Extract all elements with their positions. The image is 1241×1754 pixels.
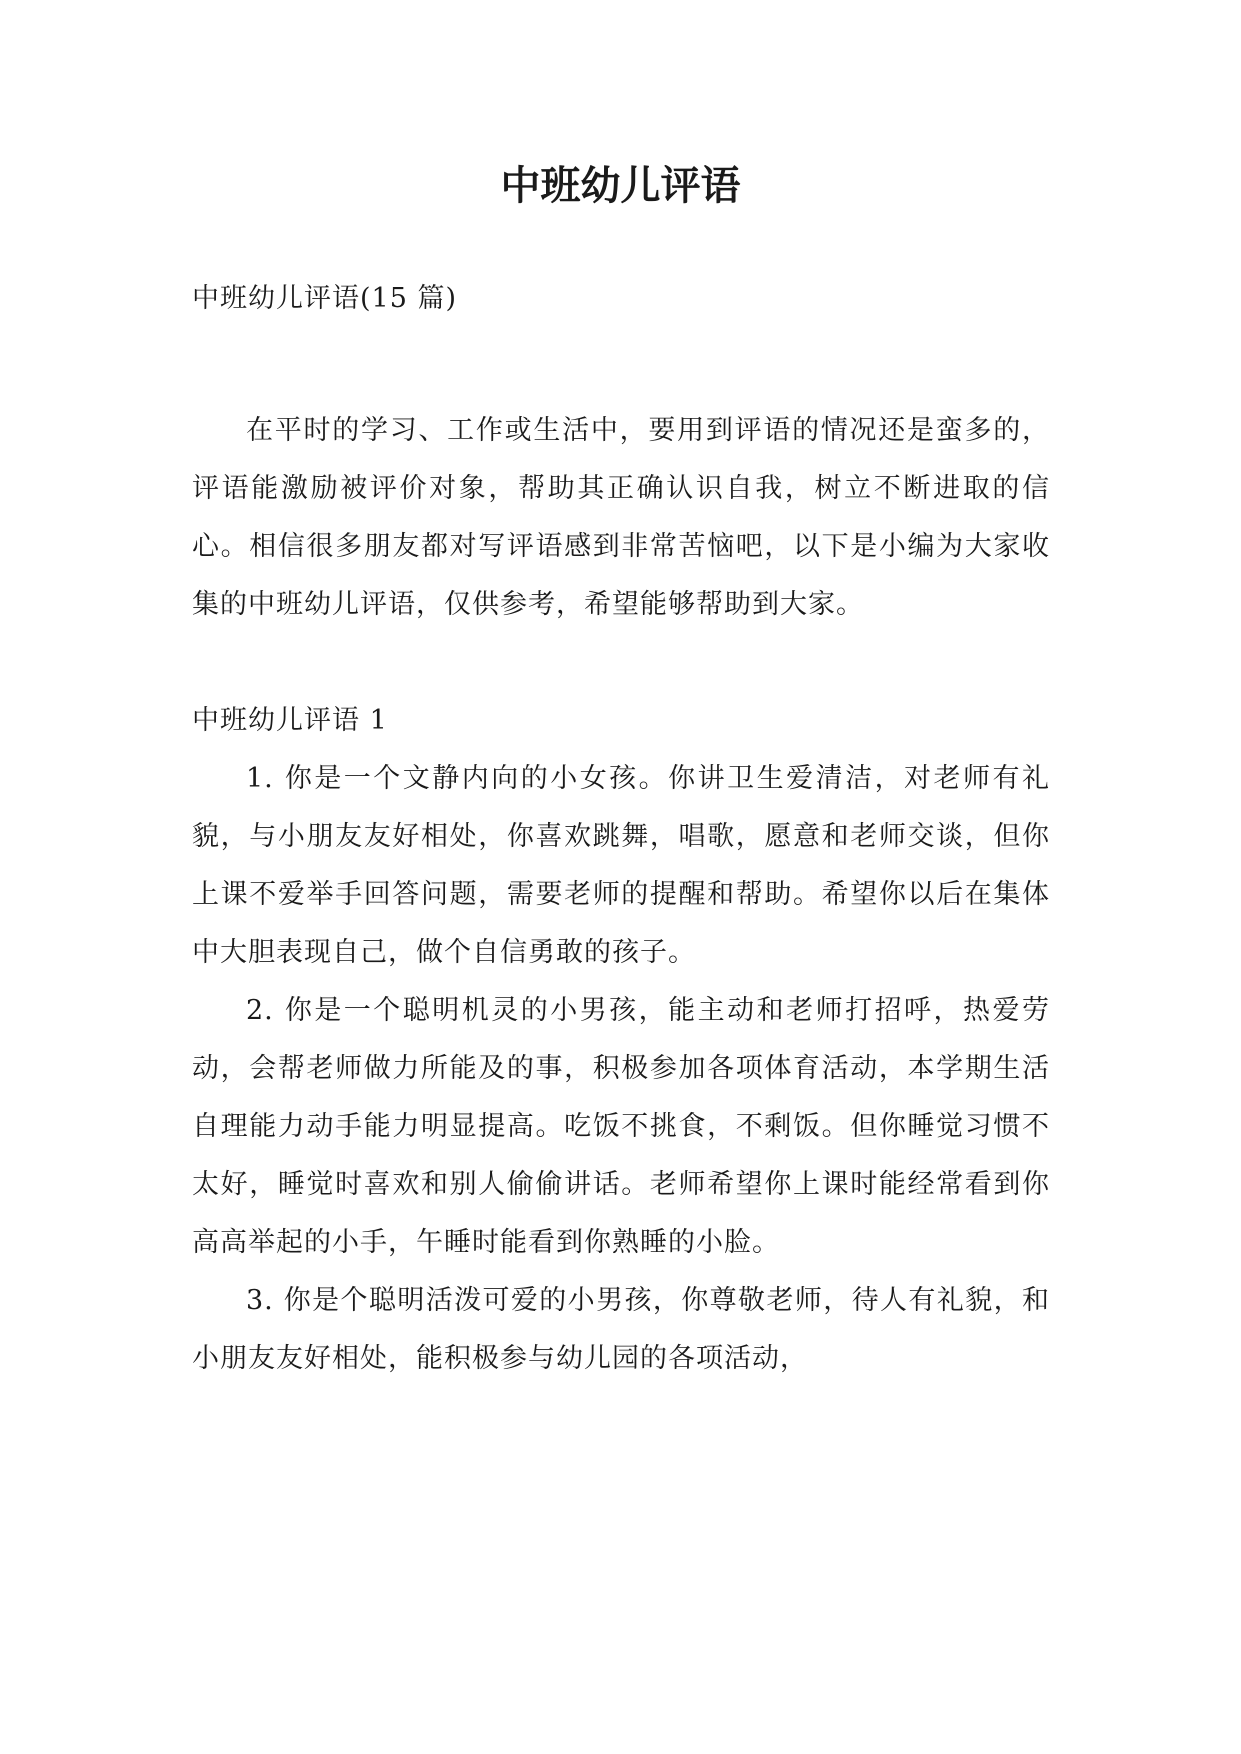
document-subtitle: 中班幼儿评语(15 篇) — [192, 283, 458, 314]
comment-item-2: 2. 你是一个聪明机灵的小男孩，能主动和老师打招呼，热爱劳动，会帮老师做力所能及的事，积极参加各项体育活动，本学期生活自理能力动手能力明显提高。吃饭不挑食，不剩饭。但你睡觉习惯不太好，睡觉时喜欢和别人偷偷讲话。老师希望你上课时能经常看到你高高举起的小手，午睡时能看到你熟睡的小脸。 — [192, 995, 1050, 1258]
document-body — [192, 270, 1050, 1388]
intro-paragraph: 在平时的学习、工作或生活中，要用到评语的情况还是蛮多的，评语能激励被评价对象，帮助其正确认识自我，树立不断进取的信心。相信很多朋友都对写评语感到非常苦恼吧，以下是小编为大家收集的中班幼儿评语，仅供参考，希望能够帮助到大家。 — [192, 415, 1050, 620]
comment-item-3: 3. 你是个聪明活泼可爱的小男孩，你尊敬老师，待人有礼貌，和小朋友友好相处，能积极参与幼儿园的各项活动， — [192, 1285, 1050, 1374]
comment-item-1: 1. 你是一个文静内向的小女孩。你讲卫生爱清洁，对老师有礼貌，与小朋友友好相处，你喜欢跳舞，唱歌，愿意和老师交谈，但你上课不爱举手回答问题，需要老师的提醒和帮助。希望你以后在集体中大胆表现自己，做个自信勇敢的孩子。 — [192, 763, 1050, 968]
section-heading: 中班幼儿评语 1 — [192, 705, 388, 736]
spacer — [192, 328, 1050, 402]
spacer — [192, 634, 1050, 692]
document-title: 中班幼儿评语 — [500, 163, 741, 209]
